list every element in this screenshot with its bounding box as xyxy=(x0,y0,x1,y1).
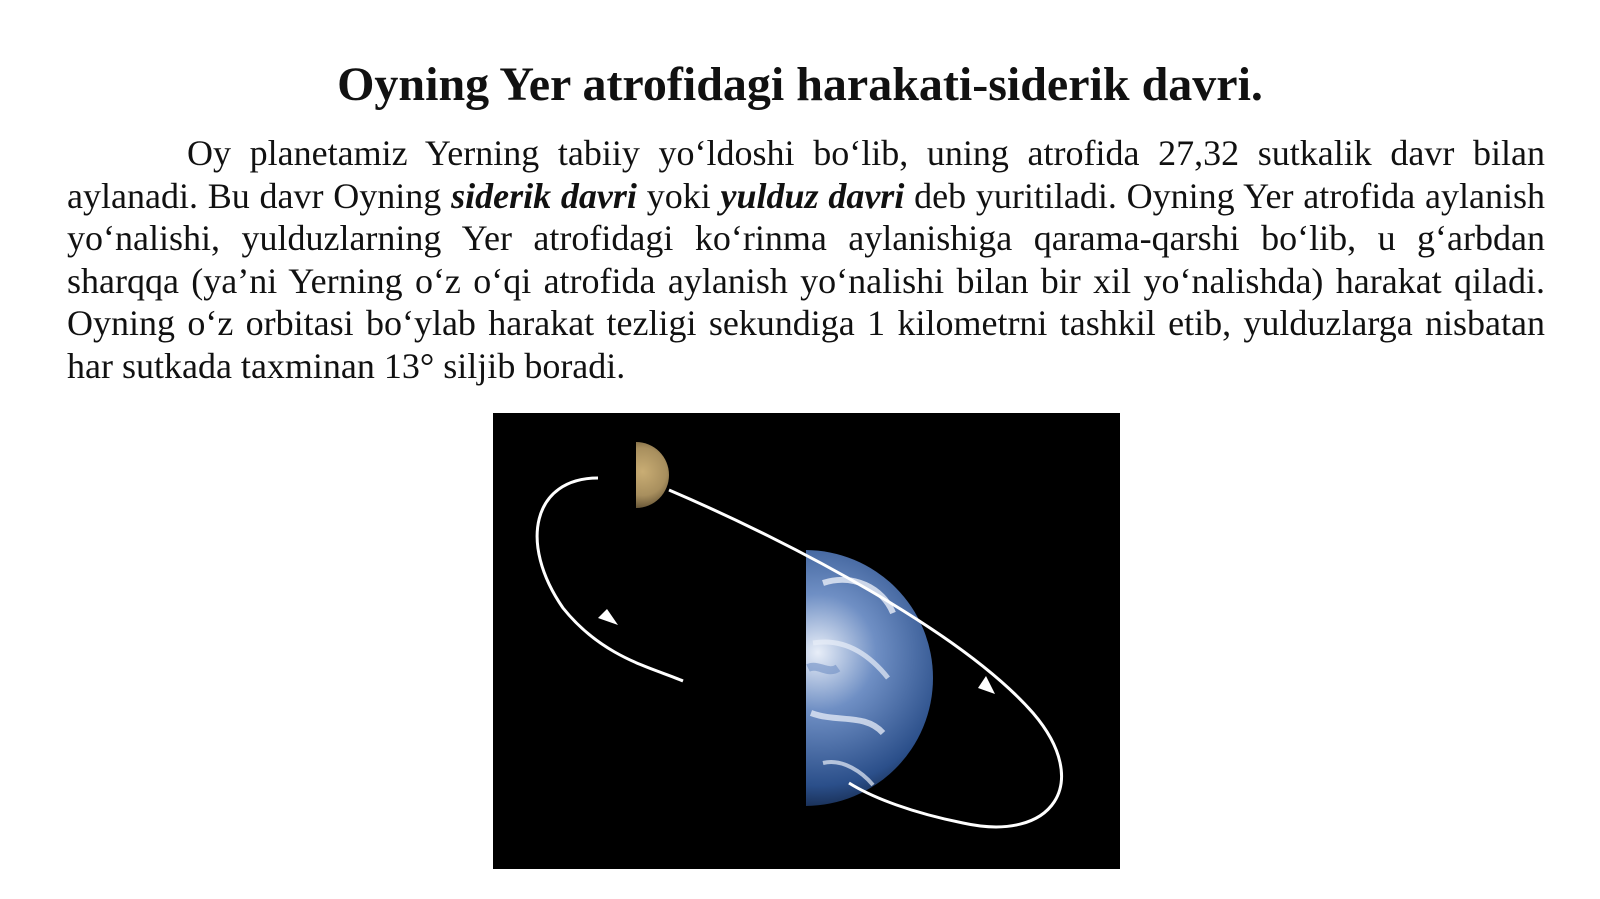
paragraph-text-part-2: yoki xyxy=(636,175,721,216)
body-paragraph xyxy=(67,132,1545,387)
moon-orbit-illustration xyxy=(493,413,1120,869)
slide-title: Oyning Yer atrofidagi harakati-siderik davri. xyxy=(337,58,1263,111)
moon-orbit-image xyxy=(493,413,1120,869)
term-yulduz-davri: yulduz davri xyxy=(720,175,905,216)
paragraph-text-part-1: Oy planetamiz Yerning tabiiy yo‘ldoshi bo‘lib, uning atrofida 27,32 sutkalik davr bilan aylanadi. Bu davr Oyning xyxy=(67,133,1545,216)
paragraph-text-part-3: deb yuritiladi. Oyning Yer atrofida aylanish yo‘nalishi, yulduzlarning Yer atrofidagi ko‘rinma aylanishiga qarama-qarshi bo‘lib, u g‘arbdan sharqqa (ya’ni Yerning o‘z o‘qi atrofida aylanish yo‘nalishi bilan bir xil yo‘nalishda) harakat qiladi. Oyning o‘z orbitasi bo‘ylab harakat tezligi sekundiga 1 kilometrni tashkil etib, yulduzlarga nisbatan har sutkada taxminan 13° siljib boradi. xyxy=(67,175,1545,386)
term-siderik-davri: siderik davri xyxy=(451,175,637,216)
